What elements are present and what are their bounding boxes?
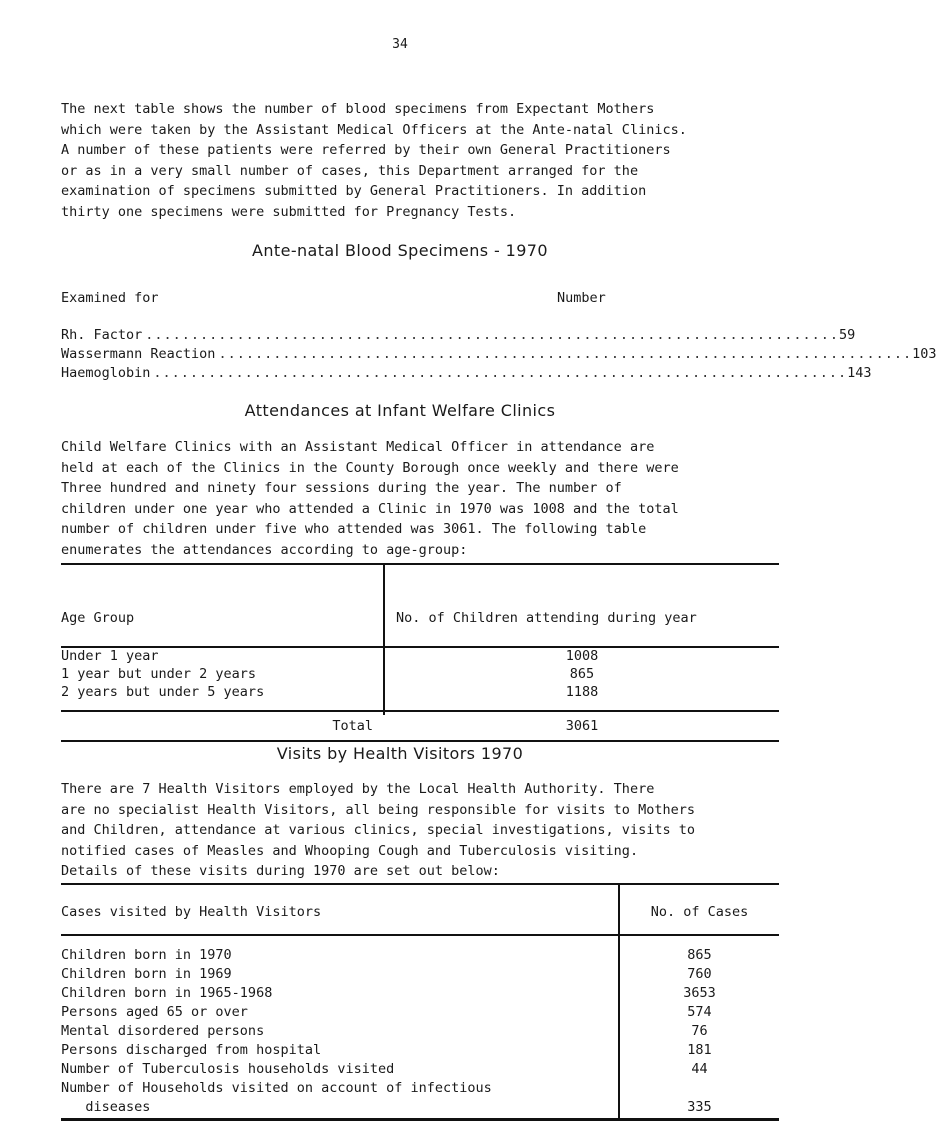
page-number: 34: [392, 37, 408, 52]
examined-for-header: Examined for: [61, 290, 159, 306]
table-rule: [61, 563, 779, 565]
blood-row-label: Haemoglobin: [61, 365, 151, 381]
blood-row-haemoglobin: [61, 365, 872, 383]
leader-dots: ............................................................................: [218, 346, 913, 362]
age-row-count: 1008: [565, 648, 599, 664]
table-rule: [61, 934, 779, 936]
visit-row-count: 760: [687, 966, 712, 982]
number-header: Number: [557, 290, 606, 306]
children-attending-header: No. of Children attending during year: [396, 610, 697, 626]
visit-row-label: Children born in 1969: [61, 966, 232, 982]
total-label: Total: [332, 718, 373, 734]
blood-row-value: 103: [912, 346, 937, 362]
number-of-cases-header: No. of Cases: [650, 904, 749, 920]
blood-row-label: Rh. Factor: [61, 327, 143, 343]
age-row-count: 865: [569, 666, 595, 682]
leader-dots: ............................................................................: [145, 327, 839, 343]
blood-row-wassermann: [61, 346, 937, 364]
visits-paragraph: There are 7 Health Visitors employed by the Local Health Authority. There are no specialist Health Visitors, all being responsible for visits to Mothers and Children, attendance at various clinics, special investigations, visits to notified cases of Measles and Whooping Cough and Tuberculosis visiting. Details of these visits during 1970 are set out below:: [61, 781, 695, 879]
intro-paragraph: The next table shows the number of blood specimens from Expectant Mothers which were taken by the Assistant Medical Officers at the Ante-natal Clinics. A number of these patients were referred by their own General Practitioners or as in a very small number of cases, this Department arranged for the examination of specimens submitted by General Practitioners. In addition thirty one specimens were submitted for Pregnancy Tests.: [61, 101, 687, 220]
blood-row-value: 59: [839, 327, 856, 343]
blood-specimens-heading: Ante-natal Blood Specimens - 1970: [252, 241, 548, 260]
age-group-header: Age Group: [61, 610, 135, 626]
table-column-divider: [618, 1097, 620, 1118]
infant-welfare-paragraph: Child Welfare Clinics with an Assistant Medical Officer in attendance are held at each of the Clinics in the County Borough once weekly and there were Three hundred and ninety four sessions during the year. The number of children under one year who attended a Clinic in 1970 was 1008 and the total number of children under five who attended was 3061. The following table enumerates the attendances according to age-group:: [61, 439, 679, 558]
visit-row-count: 335: [687, 1099, 712, 1115]
visit-row-label: Number of Households visited on account of infectious: [61, 1080, 492, 1096]
blood-row-value: 143: [847, 365, 872, 381]
infant-welfare-heading: Attendances at Infant Welfare Clinics: [244, 401, 556, 420]
visit-row-label: Children born in 1965-1968: [61, 985, 273, 1001]
blood-row-label: Wassermann Reaction: [61, 346, 216, 362]
table-rule: [61, 883, 779, 885]
visit-row-count: 76: [691, 1023, 708, 1039]
visits-heading: Visits by Health Visitors 1970: [276, 744, 524, 763]
visit-row-label: Persons aged 65 or over: [61, 1004, 248, 1020]
table-rule: [61, 710, 779, 712]
cases-visited-header: Cases visited by Health Visitors: [61, 904, 322, 920]
age-row-label: Under 1 year: [61, 648, 159, 664]
visit-row-count: 865: [687, 947, 712, 963]
age-row-label: 2 years but under 5 years: [61, 684, 265, 700]
blood-row-rh-factor: [61, 327, 856, 345]
total-value: 3061: [565, 718, 599, 734]
leader-dots: ............................................................................: [153, 365, 848, 381]
visit-row-label: Number of Tuberculosis households visited: [61, 1061, 395, 1077]
visit-row-count: 574: [687, 1004, 712, 1020]
visit-row-count: 3653: [683, 985, 716, 1001]
table-rule: [61, 1118, 779, 1121]
visit-row-count: 44: [691, 1061, 708, 1077]
visit-row-label: Mental disordered persons: [61, 1023, 265, 1039]
visit-row-label: Children born in 1970: [61, 947, 232, 963]
age-row-label: 1 year but under 2 years: [61, 666, 257, 682]
visit-row-label: diseases: [61, 1099, 151, 1115]
visit-row-count: 181: [687, 1042, 712, 1058]
table-rule: [61, 740, 779, 742]
age-row-count: 1188: [565, 684, 599, 700]
visit-row-label: Persons discharged from hospital: [61, 1042, 322, 1058]
